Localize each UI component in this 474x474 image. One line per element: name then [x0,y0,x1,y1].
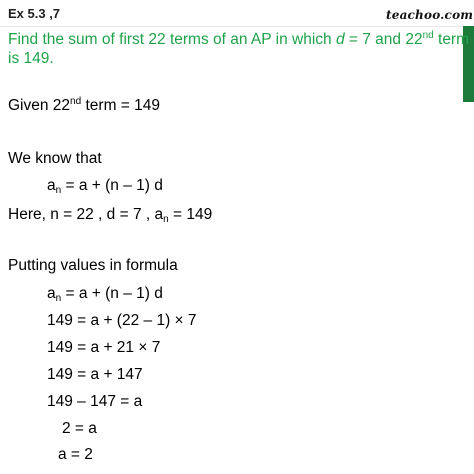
step-3: 149 = a + 21 × 7 [47,339,161,356]
step-5: 149 – 147 = a [47,393,143,410]
here-text-end: = 149 [168,206,213,223]
given-line [8,97,160,115]
question-text-end: term [433,31,470,48]
here-text-start: Here, n = 22 , d = 7 , a [8,206,164,223]
formula-subscript: n [55,185,62,196]
question-line-1 [8,30,469,50]
formula-rest: = a + (n – 1) d [61,177,163,194]
question-text-start: Find the sum of first 22 terms of an AP in which [8,31,336,48]
step-6: 2 = a [62,420,97,437]
question-text-mid: = 7 and 22 [344,31,423,48]
step-7: a = 2 [58,446,93,463]
teachoo-logo: teachoo.com [386,8,474,22]
here-subscript: n [163,214,169,225]
step-2: 149 = a + (22 – 1) × 7 [47,312,197,329]
question-line-2: is 149. [8,50,54,67]
here-line [8,206,212,224]
formula-a: a [47,177,56,194]
step-4: 149 = a + 147 [47,366,143,383]
formula-line [47,177,163,195]
step-1-subscript: n [55,293,62,304]
step-1-a: a [47,285,56,302]
know-heading: We know that [8,150,102,167]
given-text-start: Given 22 [8,97,71,114]
question-d-variable: d [335,31,345,48]
step-1-rest: = a + (n – 1) d [61,285,163,302]
given-superscript: nd [70,96,82,107]
header-divider [0,26,474,27]
step-1 [47,285,163,303]
question-superscript: nd [422,30,434,41]
solution-heading: Putting values in formula [8,257,178,274]
given-text-end: term = 149 [81,97,161,114]
exercise-label: Ex 5.3 ,7 [8,6,61,21]
